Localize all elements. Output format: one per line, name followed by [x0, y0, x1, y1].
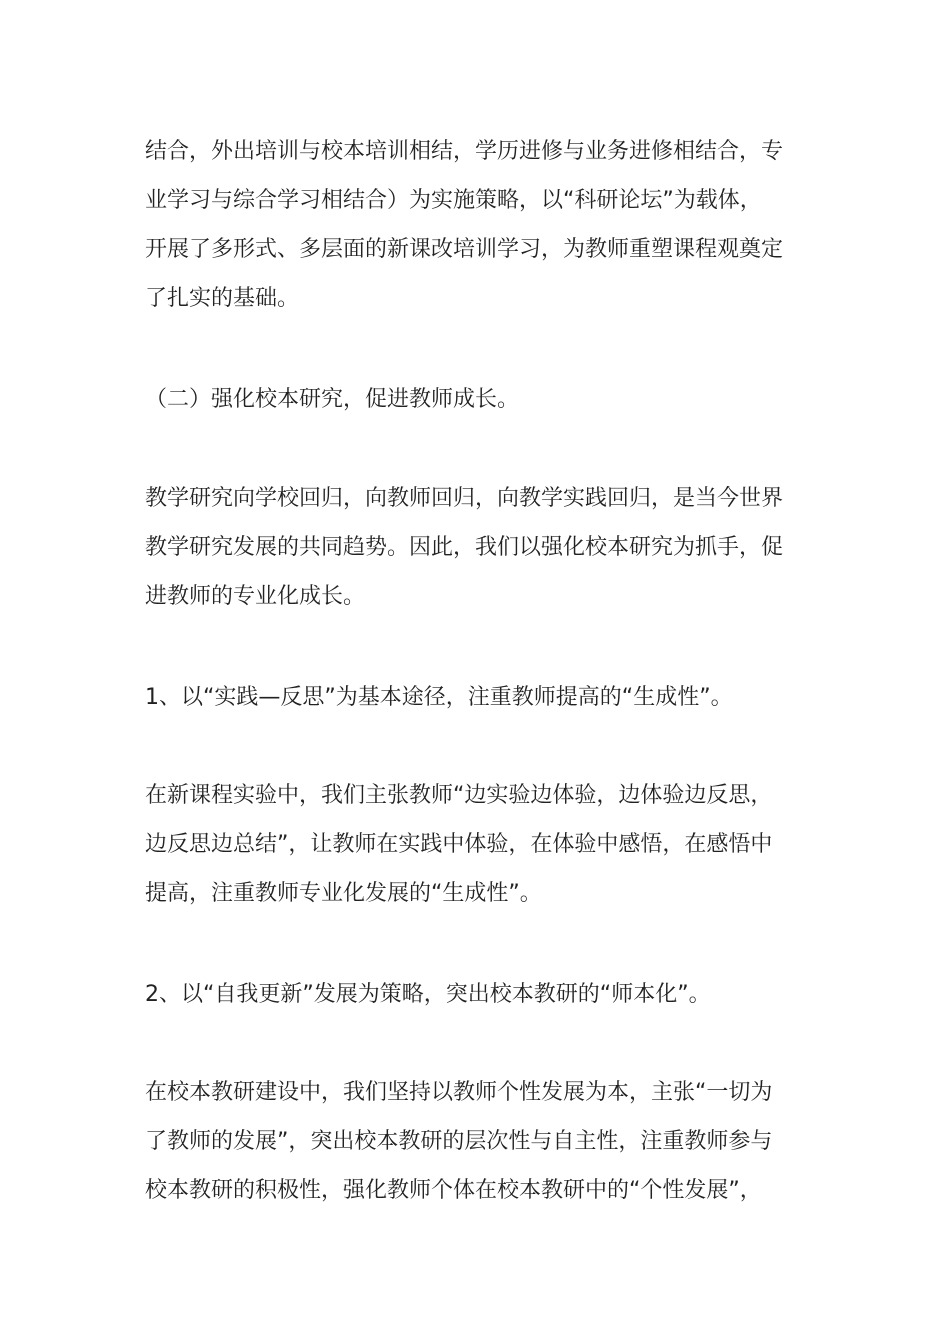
text-line: 开展了多形式、多层面的新课改培训学习，为教师重塑课程观奠定	[145, 237, 784, 262]
text-line: 了教师的发展”，突出校本教研的层次性与自主性，注重教师参与	[145, 1129, 773, 1154]
paragraph-research-trend	[145, 474, 810, 621]
subheading-1	[145, 673, 810, 722]
text-line: 在校本教研建设中，我们坚持以教师个性发展为本，主张“一切为	[145, 1080, 773, 1105]
paragraph-practice-reflection	[145, 771, 810, 918]
text-line: 校本教研的积极性，强化教师个体在校本教研中的“个性发展”，	[145, 1178, 762, 1203]
text-line: 2、以“自我更新”发展为策略，突出校本教研的“师本化”。	[145, 982, 711, 1007]
text-line: 边反思边总结”，让教师在实践中体验，在体验中感悟，在感悟中	[145, 832, 773, 857]
paragraph-self-renewal	[145, 1068, 810, 1215]
section-heading-2	[145, 375, 810, 424]
text-line: 1、以“实践—反思”为基本途径，注重教师提高的“生成性”。	[145, 685, 733, 710]
text-line: （二）强化校本研究，促进教师成长。	[145, 387, 520, 412]
subheading-2	[145, 970, 810, 1019]
paragraph-training-strategy	[145, 127, 810, 323]
text-line: 在新课程实验中，我们主张教师“边实验边体验，边体验边反思，	[145, 783, 773, 808]
text-line: 业学习与综合学习相结合）为实施策略，以“科研论坛”为载体，	[145, 188, 762, 213]
text-line: 结合，外出培训与校本培训相结，学历进修与业务进修相结合，专	[145, 139, 784, 164]
text-line: 教学研究发展的共同趋势。因此，我们以强化校本研究为抓手，促	[145, 535, 784, 560]
text-line: 进教师的专业化成长。	[145, 584, 366, 609]
text-line: 了扎实的基础。	[145, 286, 300, 311]
text-line: 教学研究向学校回归，向教师回归，向教学实践回归，是当今世界	[145, 486, 784, 511]
text-line: 提高，注重教师专业化发展的“生成性”。	[145, 881, 542, 906]
